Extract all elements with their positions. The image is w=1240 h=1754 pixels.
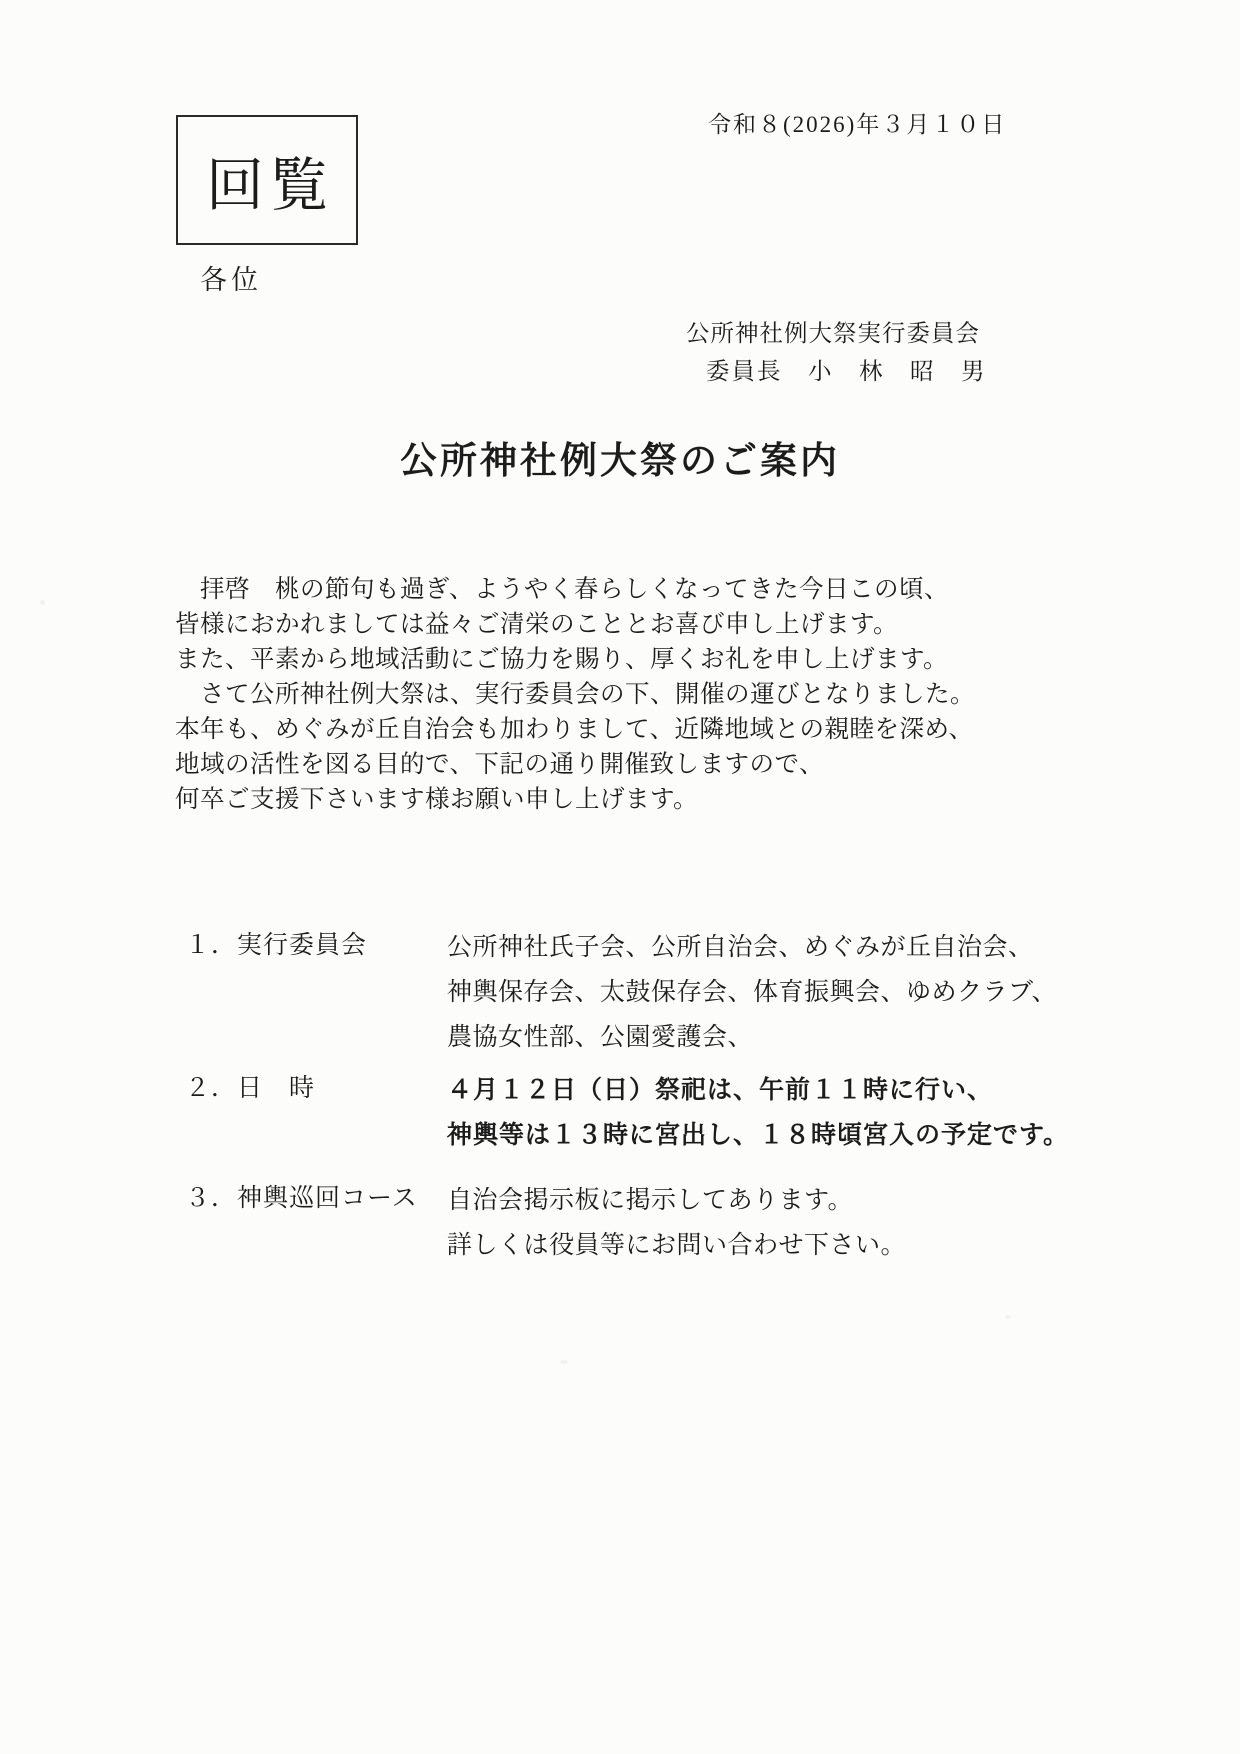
document-title: 公所神社例大祭のご案内 (400, 441, 840, 482)
sender-organization: 公所神社例大祭実行委員会 (686, 321, 980, 347)
list-item-content (447, 1178, 906, 1268)
list-item-line: 公所神社氏子会、公所自治会、めぐみが丘自治会、 (447, 934, 1034, 961)
list-item-label: ２．日 時 (185, 1075, 316, 1102)
list-item-line: 農協女性部、公園愛護会、 (447, 1024, 754, 1051)
body-line: 地域の活性を図る目的で、下記の通り開催致しますので、 (175, 751, 825, 778)
body-line: 何卒ご支援下さいます様お願い申し上げます。 (175, 786, 699, 813)
sender-representative: 委員長 小 林 昭 男 (706, 359, 987, 385)
body-line: また、平素から地域活動にご協力を賜り、厚くお礼を申し上げます。 (175, 646, 949, 673)
list-item-label: ３．神輿巡回コース (185, 1185, 418, 1212)
list-item-content (447, 925, 1057, 1060)
body-line: 拝啓 桃の節句も過ぎ、ようやく春らしくなってきた今日この頃、 (175, 576, 950, 603)
list-item-line: ４月１２日（日）祭祀は、午前１１時に行い、 (447, 1077, 994, 1104)
scan-smudge (560, 1360, 568, 1364)
list-item-line: 神輿等は１３時に宮出し、１８時頃宮入の予定です。 (447, 1122, 1070, 1149)
list-item-content (447, 1068, 1069, 1158)
list-item-label: １．実行委員会 (185, 932, 368, 959)
body-line: 本年も、めぐみが丘自治会も加わりまして、近隣地域との親睦を深め、 (175, 716, 974, 743)
document-date: 令和８(2026)年３月１０日 (708, 112, 1007, 137)
list-item-line: 自治会掲示板に掲示してあります。 (447, 1187, 854, 1214)
body-line: 皆様におかれましては益々ご清栄のこととお喜び申し上げます。 (175, 611, 899, 638)
list-item-line: 神輿保存会、太鼓保存会、体育振興会、ゆめクラブ、 (447, 979, 1058, 1006)
circulation-stamp-label: 回覧 (205, 153, 334, 218)
scan-smudge (40, 600, 45, 605)
list-item-line: 詳しくは役員等にお問い合わせ下さい。 (447, 1232, 907, 1259)
scan-smudge (1005, 1315, 1011, 1319)
addressee: 各位 (200, 265, 262, 295)
body-line: さて公所神社例大祭は、実行委員会の下、開催の運びとなりました。 (175, 681, 975, 708)
